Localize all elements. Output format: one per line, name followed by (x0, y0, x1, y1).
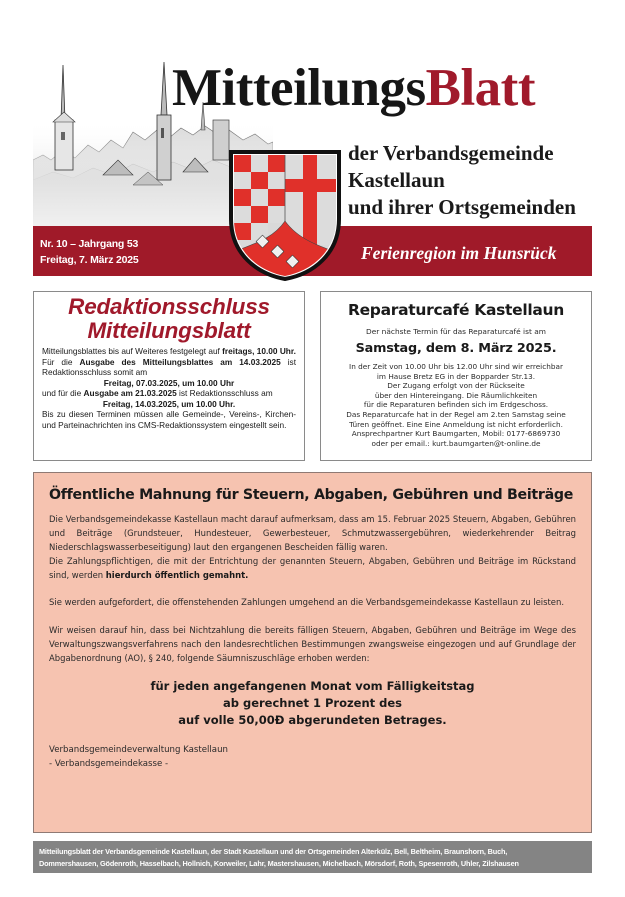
rate-line: ab gerechnet 1 Prozent des (222, 695, 403, 710)
deadline-paragraph (42, 346, 296, 357)
notice-paragraph: Wir weisen darauf hin, dass bei Nichtzahlung die bereits fälligen Steuern, Abgaben, Gebühren und Beiträge im Wege des Verwaltungszwangsverfahrens nach den landesrechtlichen Bestimmungen zwangsweise eingezogen und auf Grundlage der Abgabenordnung (AO), § 240, folgende Säumniszuschläge erhoben werden: (49, 624, 576, 663)
public-reminder-notice (33, 472, 592, 833)
repair-line: Türen geöffnet. Eine Eine Anmeldung ist nicht erforderlich. (349, 419, 563, 429)
deadline-paragraph (42, 388, 296, 399)
text: ist Redaktionsschluss somit am (42, 356, 296, 377)
repair-line: Der Zugang erfolgt von der Rückseite (387, 381, 525, 391)
deadline-title-line: Mitteilungsblatt (87, 318, 251, 343)
rate-line: auf volle 50,00Ð abgerundeten Betrages. (178, 712, 447, 727)
repair-cafe-body (325, 362, 587, 448)
subtitle-line: Kastellaun (348, 168, 445, 192)
text: Für die (42, 356, 80, 367)
notice-paragraph: Sie werden aufgefordert, die offenstehenden Zahlungen umgehend an die Verbandsgemeindekasse Kastellaun zu leisten. (49, 597, 565, 608)
repair-line: für die Reparaturen befinden sich im Erdgeschoss. (363, 400, 549, 410)
deadline-notice-box (33, 291, 305, 461)
coat-of-arms-icon (228, 149, 342, 282)
subtitle-line: der Verbandsgemeinde (348, 141, 554, 165)
text: Die Zahlungspflichtigen, die mit der Entrichtung der genannten Steuern, Abgaben, Gebühren und Beiträge im Rückstand sind, werden (49, 556, 576, 581)
text-bold: Ausgabe am 21.03.2025 (83, 388, 177, 398)
notice-signature (49, 743, 576, 771)
repair-line: Ansprechpartner Kurt Baumgarten, Mobil: 0177-6869730 (351, 429, 561, 439)
repair-contact-email[interactable]: oder per email.: kurt.baumgarten@t-online.de (371, 438, 541, 448)
repair-cafe-intro: Der nächste Termin für das Reparaturcafé ist am (366, 327, 546, 336)
signature-line: - Verbandsgemeindekasse - (49, 758, 169, 769)
deadline-date-2: Freitag, 14.03.2025, um 10.00 Uhr. (102, 398, 236, 409)
signature-line: Verbandsgemeindeverwaltung Kastellaun (49, 744, 228, 755)
rate-line: für jeden angefangenen Monat vom Fälligkeitstag (150, 678, 475, 693)
repair-cafe-date: Samstag, dem 8. März 2025. (355, 341, 557, 356)
subtitle-line: und ihrer Ortsgemeinden (348, 195, 576, 219)
tagline: Ferienregion im Hunsrück (361, 243, 557, 263)
repair-line: im Hause Bretz EG in der Bopparder Str.13. (376, 371, 536, 381)
repair-line: über den Hintereingang. Die Räumlichkeiten (374, 390, 538, 400)
publication-title (172, 59, 535, 117)
notice-paragraph: Die Verbandsgemeindekasse Kastellaun macht darauf aufmerksam, dass am 15. Februar 2025 Steuern, Abgaben, Gebühren und Beiträge (Grundsteuer, Hundesteuer, Gewerbesteuer, Schmutzwassergebühren, wiederkehrender Beitrag Niederschlagswasserbeseitigung) laut den ergangenen Bescheiden fällig waren. (49, 514, 576, 553)
notice-paragraph (49, 554, 576, 582)
text-bold: freitags, 10.00 Uhr. (222, 346, 296, 356)
text-bold: hierdurch öffentlich gemahnt. (105, 570, 249, 581)
surcharge-rate (49, 678, 576, 729)
issue-number: Nr. 10 – Jahrgang 53 (40, 238, 139, 250)
issue-date: Freitag, 7. März 2025 (40, 254, 139, 266)
deadline-date-1: Freitag, 07.03.2025, um 10.00 Uhr (103, 377, 235, 388)
masthead (0, 0, 625, 285)
title-part-blatt: Blatt (425, 59, 535, 117)
notice-title: Öffentliche Mahnung für Steuern, Abgaben, Gebühren und Beiträge (49, 487, 574, 503)
repair-cafe-box (320, 291, 592, 461)
footer-line: Mitteilungsblatt der Verbandsgemeinde Kastellaun, der Stadt Kastellaun und der Ortsgemeinden Alterkülz, Bell, Beltheim, Braunshorn, Buch, (39, 847, 508, 856)
deadline-notice-body (42, 346, 296, 430)
issue-info (40, 236, 139, 268)
deadline-paragraph (42, 357, 296, 378)
text-bold: Ausgabe des Mitteilungsblattes am 14.03.2025 (79, 356, 281, 367)
deadline-closing: Bis zu diesen Terminen müssen alle Gemeinde-, Vereins-, Kirchen- und Parteinachrichten ins CMS-Redaktionssystem eingestellt sein. (42, 409, 296, 430)
text: ist Redaktionsschluss am (176, 388, 273, 398)
deadline-title-line: Redaktionsschluss (68, 294, 270, 319)
publication-subtitle (348, 140, 576, 221)
repair-line: In der Zeit von 10.00 Uhr bis 12.00 Uhr sind wir erreichbar (349, 362, 563, 371)
text: Mitteilungsblattes bis auf Weiteres festgelegt auf (42, 346, 223, 356)
title-part-mitteilungs: Mitteilungs (172, 59, 426, 117)
text: und für die (42, 388, 84, 398)
footer-municipalities (33, 841, 592, 873)
footer-line: Dommershausen, Gödenroth, Hasselbach, Hollnich, Korweiler, Lahr, Mastershausen, Michelbach, Mörsdorf, Roth, Spesenroth, Uhler, Zilshausen (39, 858, 519, 868)
repair-cafe-title: Reparaturcafé Kastellaun (347, 301, 565, 319)
repair-line: Das Reparaturcafe hat in der Regel am 2.ten Samstag seine (346, 409, 566, 419)
deadline-notice-title (42, 295, 296, 343)
